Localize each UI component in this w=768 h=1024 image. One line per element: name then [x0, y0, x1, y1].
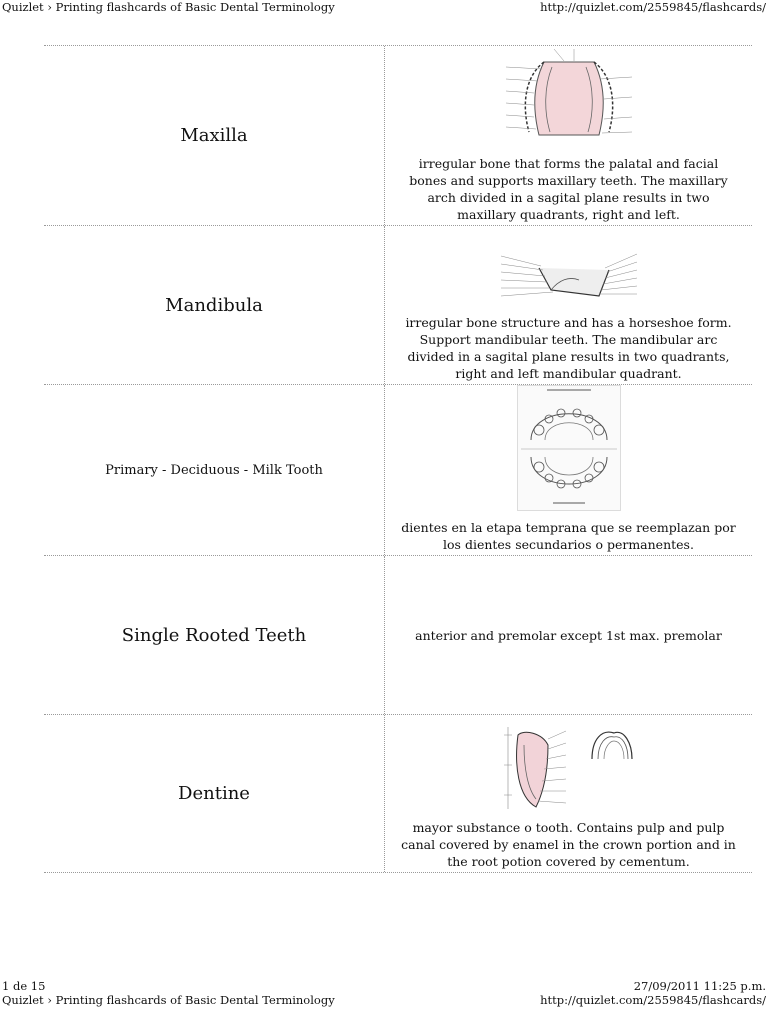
header-url[interactable]: http://quizlet.com/2559845/flashcards/: [540, 0, 766, 14]
page-counter: 1 de 15: [2, 979, 46, 993]
print-datetime: 27/09/2011 11:25 p.m.: [633, 979, 766, 993]
flashcard-definition-cell: [385, 226, 752, 384]
flashcard-definition: irregular bone structure and has a horseshoe form. Support mandibular teeth. The mandibular arc divided in a sagital plane results in two quadrants, right and left mandibular quadrant.: [405, 315, 732, 381]
flashcard-definition-cell: [385, 556, 752, 714]
footer-title: Quizlet › Printing flashcards of Basic Dental Terminology: [2, 993, 335, 1007]
flashcard-term: Mandibula: [165, 294, 263, 316]
tooth-cross-section-icon: [502, 725, 636, 811]
flashcard-list: [44, 45, 752, 873]
flashcard-definition-cell: [385, 385, 752, 555]
flashcard-term: Maxilla: [180, 125, 248, 146]
flashcard-definition: dientes en la etapa temprana que se reemplazan por los dientes secundarios o permanentes.: [401, 520, 736, 552]
flashcard: [44, 384, 752, 555]
header-title: Quizlet › Printing flashcards of Basic Dental Terminology: [2, 0, 335, 14]
footer-url[interactable]: http://quizlet.com/2559845/flashcards/: [540, 993, 766, 1007]
mandible-diagram-icon: [499, 250, 639, 306]
deciduous-teeth-chart-icon: [517, 385, 621, 511]
flashcard: [44, 45, 752, 225]
flashcard: [44, 555, 752, 714]
flashcard-definition: mayor substance o tooth. Contains pulp and pulp canal covered by enamel in the crown portion and in the root potion covered by cementum.: [401, 820, 736, 869]
flashcard-definition-cell: [385, 46, 752, 225]
flashcard-definition-cell: [385, 715, 752, 872]
maxilla-diagram-icon: [504, 47, 634, 147]
flashcard: [44, 225, 752, 384]
flashcard-definition: anterior and premolar except 1st max. premolar: [415, 627, 722, 643]
flashcard: [44, 714, 752, 873]
flashcard-term: Primary - Deciduous - Milk Tooth: [105, 462, 323, 478]
flashcard-term: Dentine: [178, 783, 250, 804]
flashcard-term: Single Rooted Teeth: [121, 624, 307, 646]
flashcard-definition: irregular bone that forms the palatal and facial bones and supports maxillary teeth. The maxillary arch divided in a sagital plane results in two maxillary quadrants, right and left.: [409, 156, 728, 222]
